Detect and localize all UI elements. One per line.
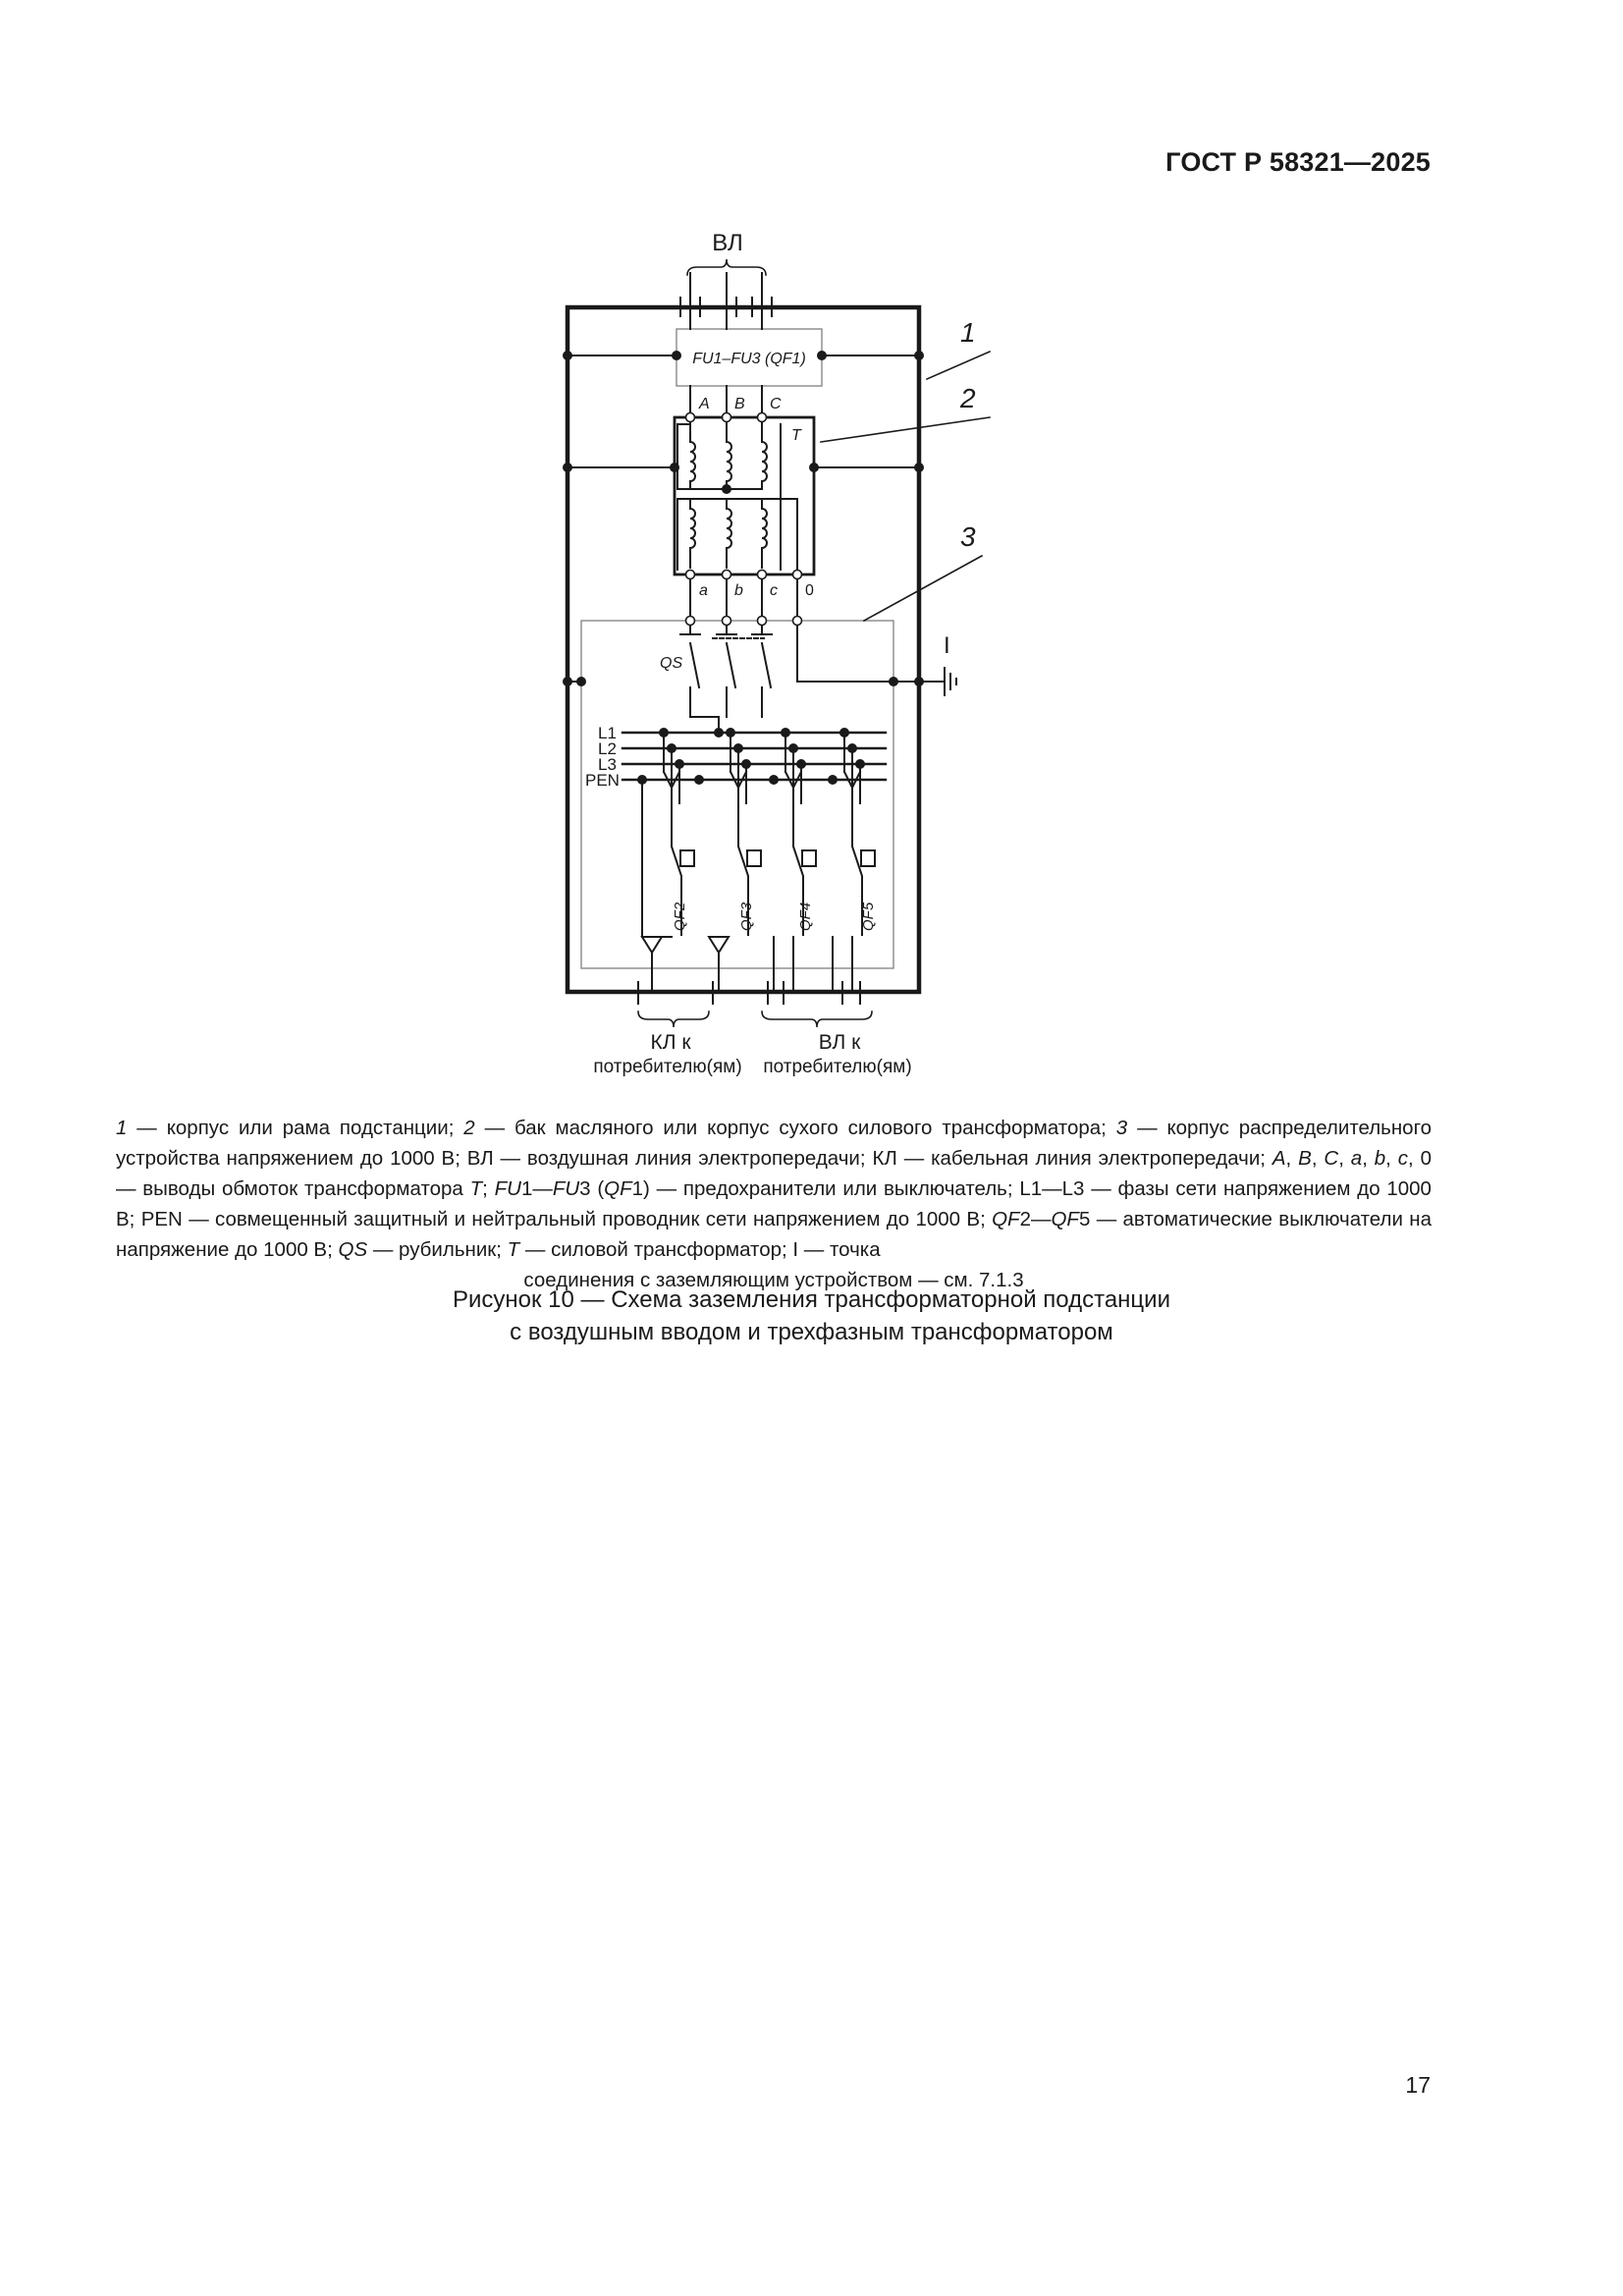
label-bus-L1: L1 bbox=[598, 724, 617, 742]
figure-legend bbox=[116, 1113, 1432, 1295]
label-bus-L2: L2 bbox=[598, 739, 617, 758]
label-vl-line2: потребителю(ям) bbox=[763, 1057, 912, 1077]
label-transformer-T: T bbox=[791, 427, 801, 444]
figure-caption-line2: с воздушным вводом и трехфазным трансформатором bbox=[510, 1319, 1113, 1345]
label-bus-PEN: PEN bbox=[585, 771, 620, 790]
label-ground-point: I bbox=[944, 632, 950, 659]
label-vl-top: ВЛ bbox=[712, 230, 743, 256]
label-vl-line1: ВЛ к bbox=[818, 1031, 861, 1054]
label-phase-C: C bbox=[770, 396, 782, 412]
legend-last-line: соединения с заземляющим устройством — см. 7.1.3 bbox=[523, 1269, 1024, 1291]
label-breaker-QF3: QF3 bbox=[738, 902, 755, 931]
label-term-b: b bbox=[734, 582, 743, 599]
document-code: ГОСТ Р 58321—2025 bbox=[1165, 147, 1431, 177]
label-term-0: 0 bbox=[805, 582, 814, 599]
page-number: 17 bbox=[1405, 2072, 1431, 2098]
kl-bottom-brace bbox=[638, 1011, 709, 1027]
label-switch-QS: QS bbox=[660, 655, 683, 672]
label-kl-line1: КЛ к bbox=[650, 1031, 691, 1054]
label-phase-A: A bbox=[699, 396, 710, 412]
callout-1: 1 bbox=[960, 317, 976, 348]
label-bus-L3: L3 bbox=[598, 755, 617, 774]
label-breaker-QF5: QF5 bbox=[860, 902, 877, 931]
callout-3: 3 bbox=[960, 521, 976, 552]
grounding-diagram bbox=[0, 0, 1623, 1100]
label-phase-B: B bbox=[734, 396, 745, 412]
figure-caption-line1: Рисунок 10 — Схема заземления трансформаторной подстанции bbox=[453, 1286, 1170, 1313]
legend-body: 1 — корпус или рама подстанции; 2 — бак масляного или корпус сухого силового трансформатора; 3 — корпус распределительного устройства напряжением до 1000 В; ВЛ — воздушная линия электропередачи; КЛ — кабельная линия электропередачи; A, B, C, a, b, c, 0 — выводы обмоток трансформатора T; FU1—FU3 (QF1) — предохранители или выключатель; L1—L3 — фазы сети напряжением до 1000 В; PEN — совмещенный защитный и нейтральный проводник сети напряжением до 1000 В; QF2—QF5 — автоматические выключатели на напряжение до 1000 В; QS — рубильник; T — силовой трансформатор; I — точка bbox=[116, 1117, 1432, 1261]
vl-bottom-brace bbox=[762, 1011, 872, 1027]
label-breaker-QF2: QF2 bbox=[672, 902, 688, 931]
label-term-c: c bbox=[770, 582, 778, 599]
label-fuse-box: FU1–FU3 (QF1) bbox=[692, 351, 806, 367]
label-breaker-QF4: QF4 bbox=[797, 902, 814, 931]
label-kl-line2: потребителю(ям) bbox=[593, 1057, 742, 1077]
callout-2: 2 bbox=[960, 383, 976, 413]
label-term-a: a bbox=[699, 582, 708, 599]
